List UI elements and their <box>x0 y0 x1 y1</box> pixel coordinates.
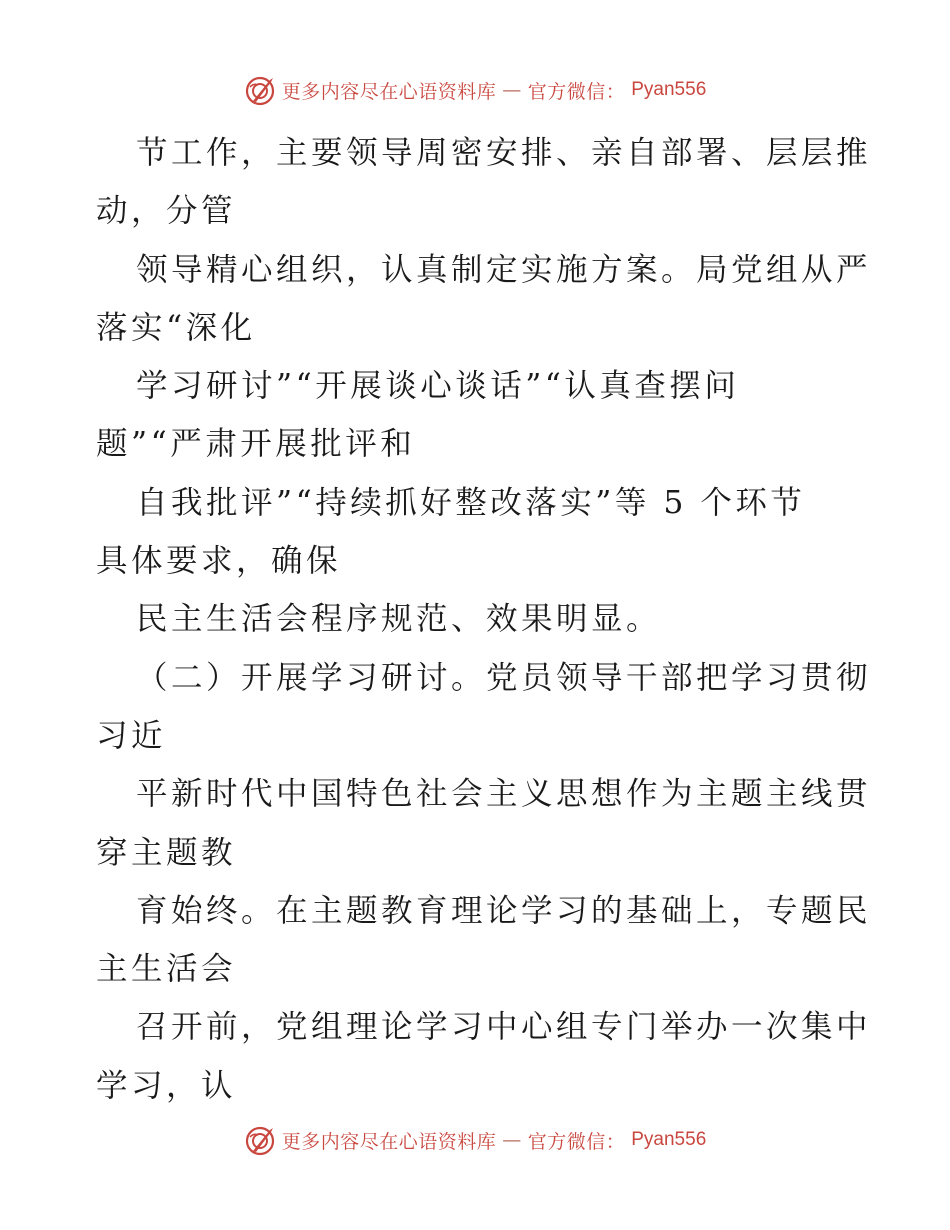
body-line: （二）开展学习研讨。党员领导干部把学习贯彻 <box>136 659 872 696</box>
header-brand <box>244 74 707 106</box>
brand-logo-icon <box>244 1124 276 1156</box>
document-body <box>96 124 872 1115</box>
body-line: 题”“严肃开展批评和 <box>96 426 416 463</box>
body-line: 穿主题教 <box>96 834 237 871</box>
page-footer <box>0 1120 950 1160</box>
footer-account-label: 官方微信： <box>527 1130 626 1153</box>
footer-brand-dash: — <box>502 1129 522 1151</box>
body-line: 领导精心组织，认真制定实施方案。局党组从严 <box>136 251 872 288</box>
brand-logo-icon <box>244 74 276 106</box>
body-line: 节工作，主要领导周密安排、亲自部署、层层推 <box>136 135 872 171</box>
page-header <box>0 70 950 110</box>
footer-brand-text: 更多内容尽在心语资料库 <box>281 1130 497 1153</box>
header-brand-text: 更多内容尽在心语资料库 <box>281 80 497 103</box>
body-line: 学习，认 <box>96 1067 237 1104</box>
body-line: 具体要求，确保 <box>96 543 342 580</box>
header-brand-dash: — <box>502 79 522 101</box>
body-line: 民主生活会程序规范、效果明显。 <box>136 601 662 638</box>
footer-account-id: Pyan556 <box>631 1129 707 1150</box>
body-line: 平新时代中国特色社会主义思想作为主题主线贯 <box>136 776 872 813</box>
body-line: 落实“深化 <box>96 309 256 346</box>
header-account-label: 官方微信： <box>527 80 626 103</box>
body-line: 动，分管 <box>96 193 237 230</box>
body-line: 育始终。在主题教育理论学习的基础上，专题民 <box>136 892 872 929</box>
body-line: 主生活会 <box>96 951 237 988</box>
footer-brand <box>244 1124 707 1156</box>
body-line: 学习研讨”“开展谈心谈话”“认真查摆问 <box>136 368 740 405</box>
header-account-id: Pyan556 <box>631 79 707 100</box>
body-line: 自我批评”“持续抓好整改落实”等 5 个环节 <box>136 484 806 521</box>
body-line: 召开前，党组理论学习中心组专门举办一次集中 <box>136 1009 872 1046</box>
body-line: 习近 <box>96 717 167 754</box>
